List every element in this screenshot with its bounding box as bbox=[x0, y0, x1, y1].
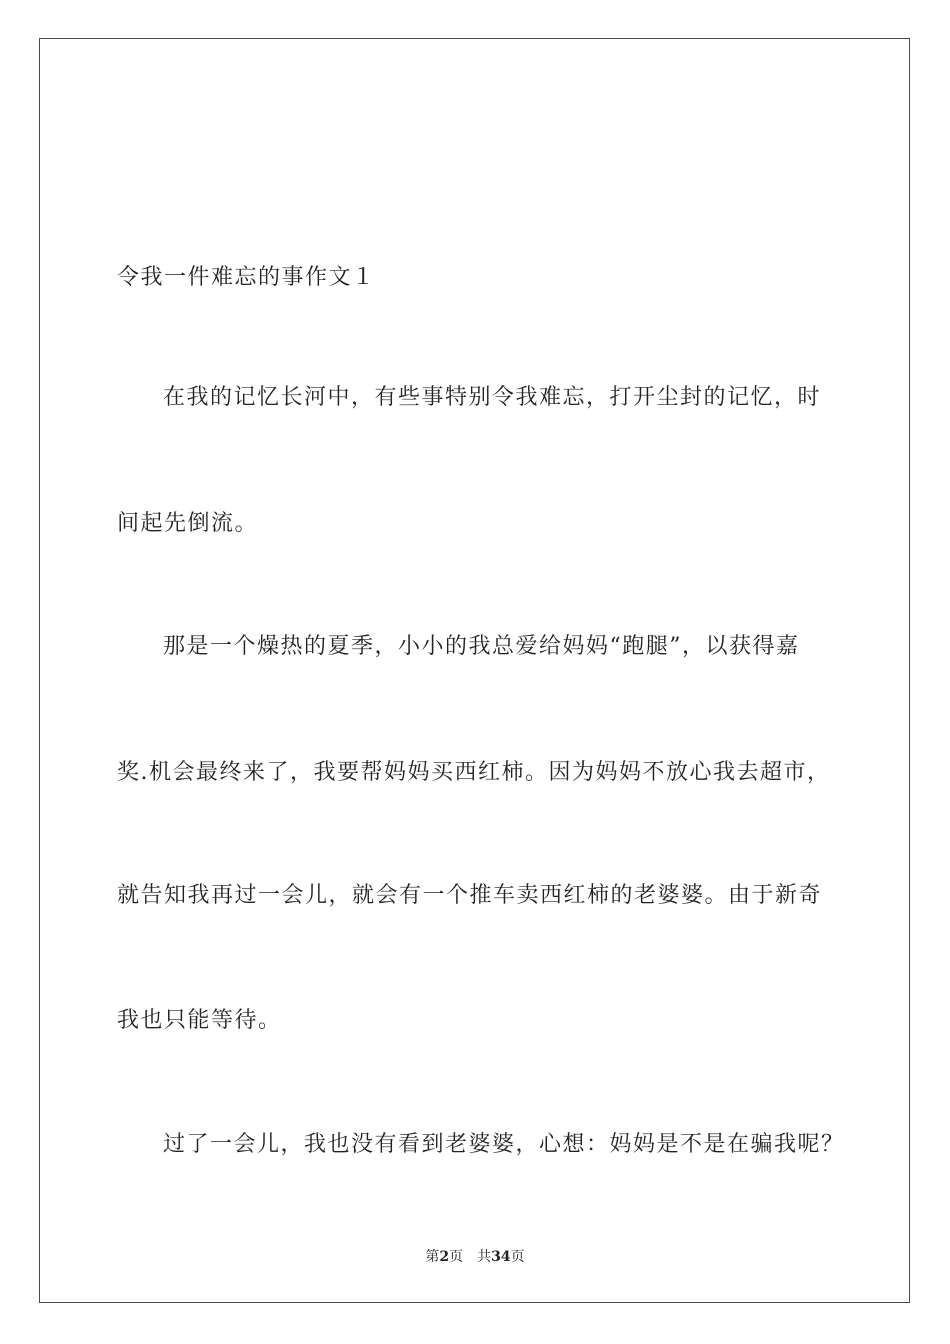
total-pages: 34 bbox=[491, 1249, 511, 1265]
page-number: 2 bbox=[439, 1249, 450, 1265]
page-prefix: 第 bbox=[425, 1249, 440, 1265]
paragraph-line: 那是一个燥热的夏季，小小的我总爱给妈妈“跑腿”，以获得嘉 bbox=[163, 634, 800, 659]
page-footer bbox=[0, 1248, 950, 1266]
paragraph-line: 在我的记忆长河中，有些事特别令我难忘，打开尘封的记忆，时 bbox=[163, 385, 822, 410]
page-suffix: 页 bbox=[449, 1249, 464, 1265]
document-title: 令我一件难忘的事作文１ bbox=[117, 265, 376, 290]
paragraph-line: 过了一会儿，我也没有看到老婆婆，心想：妈妈是不是在骗我呢？ bbox=[163, 1132, 845, 1157]
total-suffix: 页 bbox=[510, 1249, 525, 1265]
paragraph-line: 奖.机会最终来了，我要帮妈妈买西红柿。因为妈妈不放心我去超市， bbox=[117, 760, 831, 785]
total-prefix: 共 bbox=[477, 1249, 492, 1265]
paragraph-line: 我也只能等待。 bbox=[117, 1008, 282, 1033]
paragraph-line: 就告知我再过一会儿，就会有一个推车卖西红柿的老婆婆。由于新奇 bbox=[117, 883, 823, 908]
paragraph-line: 间起先倒流。 bbox=[117, 511, 259, 536]
page-border bbox=[39, 38, 910, 1303]
